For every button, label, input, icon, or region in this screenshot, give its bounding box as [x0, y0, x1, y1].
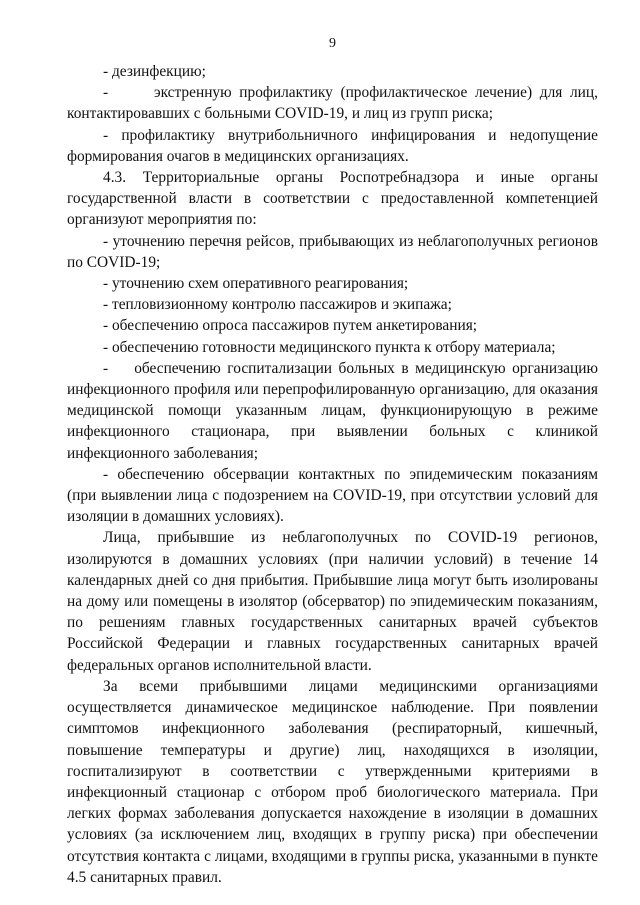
paragraph-nosocomial-prevention: - профилактику внутрибольничного инфицирования и недопущение формирования очагов в медицинских организациях. [67, 126, 598, 165]
paragraph-disinfection: - дезинфекцию; [103, 63, 206, 80]
paragraph-response-schemes: - уточнению схем оперативного реагирования; [103, 275, 409, 293]
paragraph-emergency-prophylaxis: - экстренную профилактику (профилактическое лечение) для лиц, контактировавших с больными COVID-19, и лиц из групп риска; [67, 84, 598, 123]
paragraph-passenger-survey: - обеспечению опроса пассажиров путем анкетирования; [103, 317, 478, 335]
paragraph-section-4-3: 4.3. Территориальные органы Роспотребнадзора и иные органы государственной власти в соответствии с предоставленной компетенцией организуют мероприятия по: [67, 169, 598, 229]
paragraph-medical-monitoring: За всеми прибывшими лицами медицинскими организациями осуществляется динамическое медицинское наблюдение. При появлении симптомов инфекционного заболевания (респираторный, кишечный, повышение температуры и другие) лиц, находящихся в изоляции, госпитализируют в соответствии с утвержденными критериями в инфекционный стационар с отбором проб биологического материала. При легких формах заболевания допускается нахождение в изоляции в домашних условиях (за исключением лиц, входящих в группу риска) при обеспечении отсутствия контакта с лицами, входящими в группы риска, указанными в пункте 4.5 санитарных правил. [67, 677, 598, 886]
paragraph-medical-point: - обеспечению готовности медицинского пункта к отбору материала; [103, 338, 556, 356]
paragraph-hospitalization: - обеспечению госпитализации больных в медицинскую организацию инфекционного профиля или перепрофилированную организацию, для оказания медицинской помощи указанным лицам, функционирующую в режиме инфекционного стационара, при выявлении больных с клиникой инфекционного заболевания; [67, 359, 598, 462]
page-number: 9 [329, 36, 336, 51]
paragraph-flights-list: - уточнению перечня рейсов, прибывающих из неблагополучных регионов по COVID-19; [67, 232, 598, 271]
paragraph-arrivals-isolation: Лица, прибывшие из неблагополучных по COVID-19 регионов, изолируются в домашних условиях (при наличии условий) в течение 14 календарных дней со дня прибытия. Прибывшие лица могут быть изолированы на дому или помещены в изолятор (обсерватор) по эпидемическим показаниям, по решениям главных государственных санитарных врачей субъектов Российской Федерации и главных государственных санитарных врачей федеральных органов исполнительной власти. [67, 529, 598, 674]
document-body [67, 61, 598, 888]
paragraph-thermal-control: - тепловизионному контролю пассажиров и экипажа; [103, 296, 452, 314]
paragraph-observation: - обеспечению обсервации контактных по эпидемическим показаниям (при выявлении лица с подозрением на COVID-19, при отсутствии условий для изоляции в домашних условиях). [67, 465, 598, 526]
